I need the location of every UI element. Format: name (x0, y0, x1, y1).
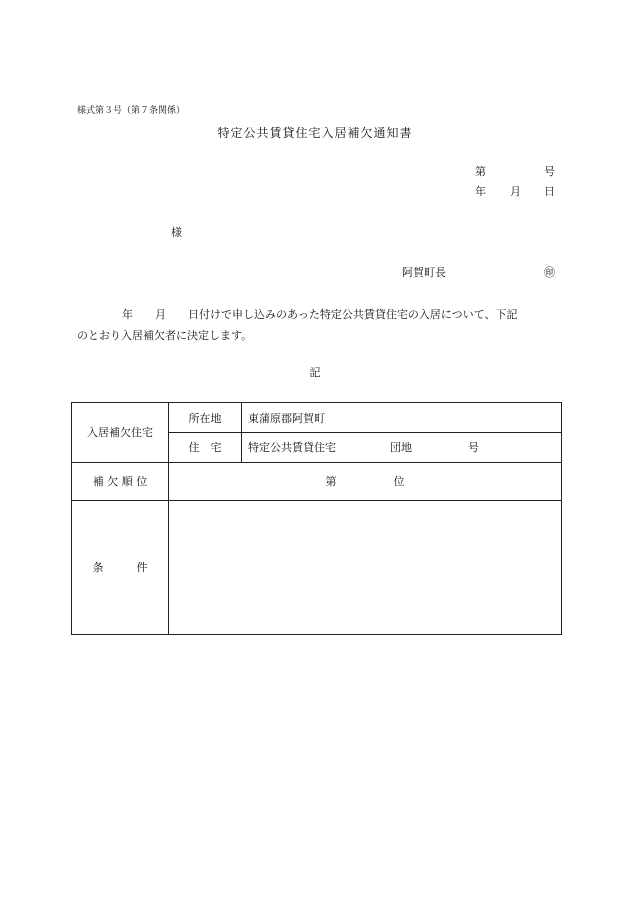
location-value: 東蒲原郡阿賀町 (242, 403, 562, 433)
house-value (242, 433, 562, 462)
house-label: 住 宅 (169, 433, 242, 462)
ki-heading: 記 (309, 366, 321, 379)
notice-body-line-1: 年 月 日付けで申し込みのあった特定公共賃貸住宅の入居について、下記 (122, 308, 518, 321)
location-label: 所在地 (169, 403, 242, 433)
seal-mark: ㊞ (544, 266, 555, 279)
number-suffix: 号 (544, 165, 555, 178)
number-prefix: 第 (475, 165, 486, 178)
date-day-label: 日 (544, 185, 555, 198)
rank-value (169, 462, 562, 500)
rank-label: 補 欠 順 位 (72, 462, 169, 500)
house-number-suffix: 号 (468, 441, 479, 455)
details-table (71, 402, 562, 635)
issuer-name: 阿賀町長 (402, 266, 446, 279)
document-title: 特定公共賃貸住宅入居補欠通知書 (217, 126, 413, 140)
conditions-label: 条 件 (72, 500, 169, 634)
notice-body-line-2: のとおり入居補欠者に決定します。 (77, 329, 253, 342)
housing-label: 入居補欠住宅 (72, 403, 169, 463)
date-month-label: 月 (510, 185, 521, 198)
rank-suffix: 位 (393, 475, 405, 489)
form-number: 様式第３号（第７条関係） (77, 106, 186, 116)
danchi-label: 団地 (390, 441, 412, 455)
house-type: 特定公共賃貸住宅 (248, 441, 336, 455)
rank-prefix: 第 (325, 475, 337, 489)
date-year-label: 年 (475, 185, 486, 198)
notice-body (77, 304, 555, 346)
conditions-value (169, 500, 562, 634)
addressee-suffix: 様 (171, 226, 182, 239)
